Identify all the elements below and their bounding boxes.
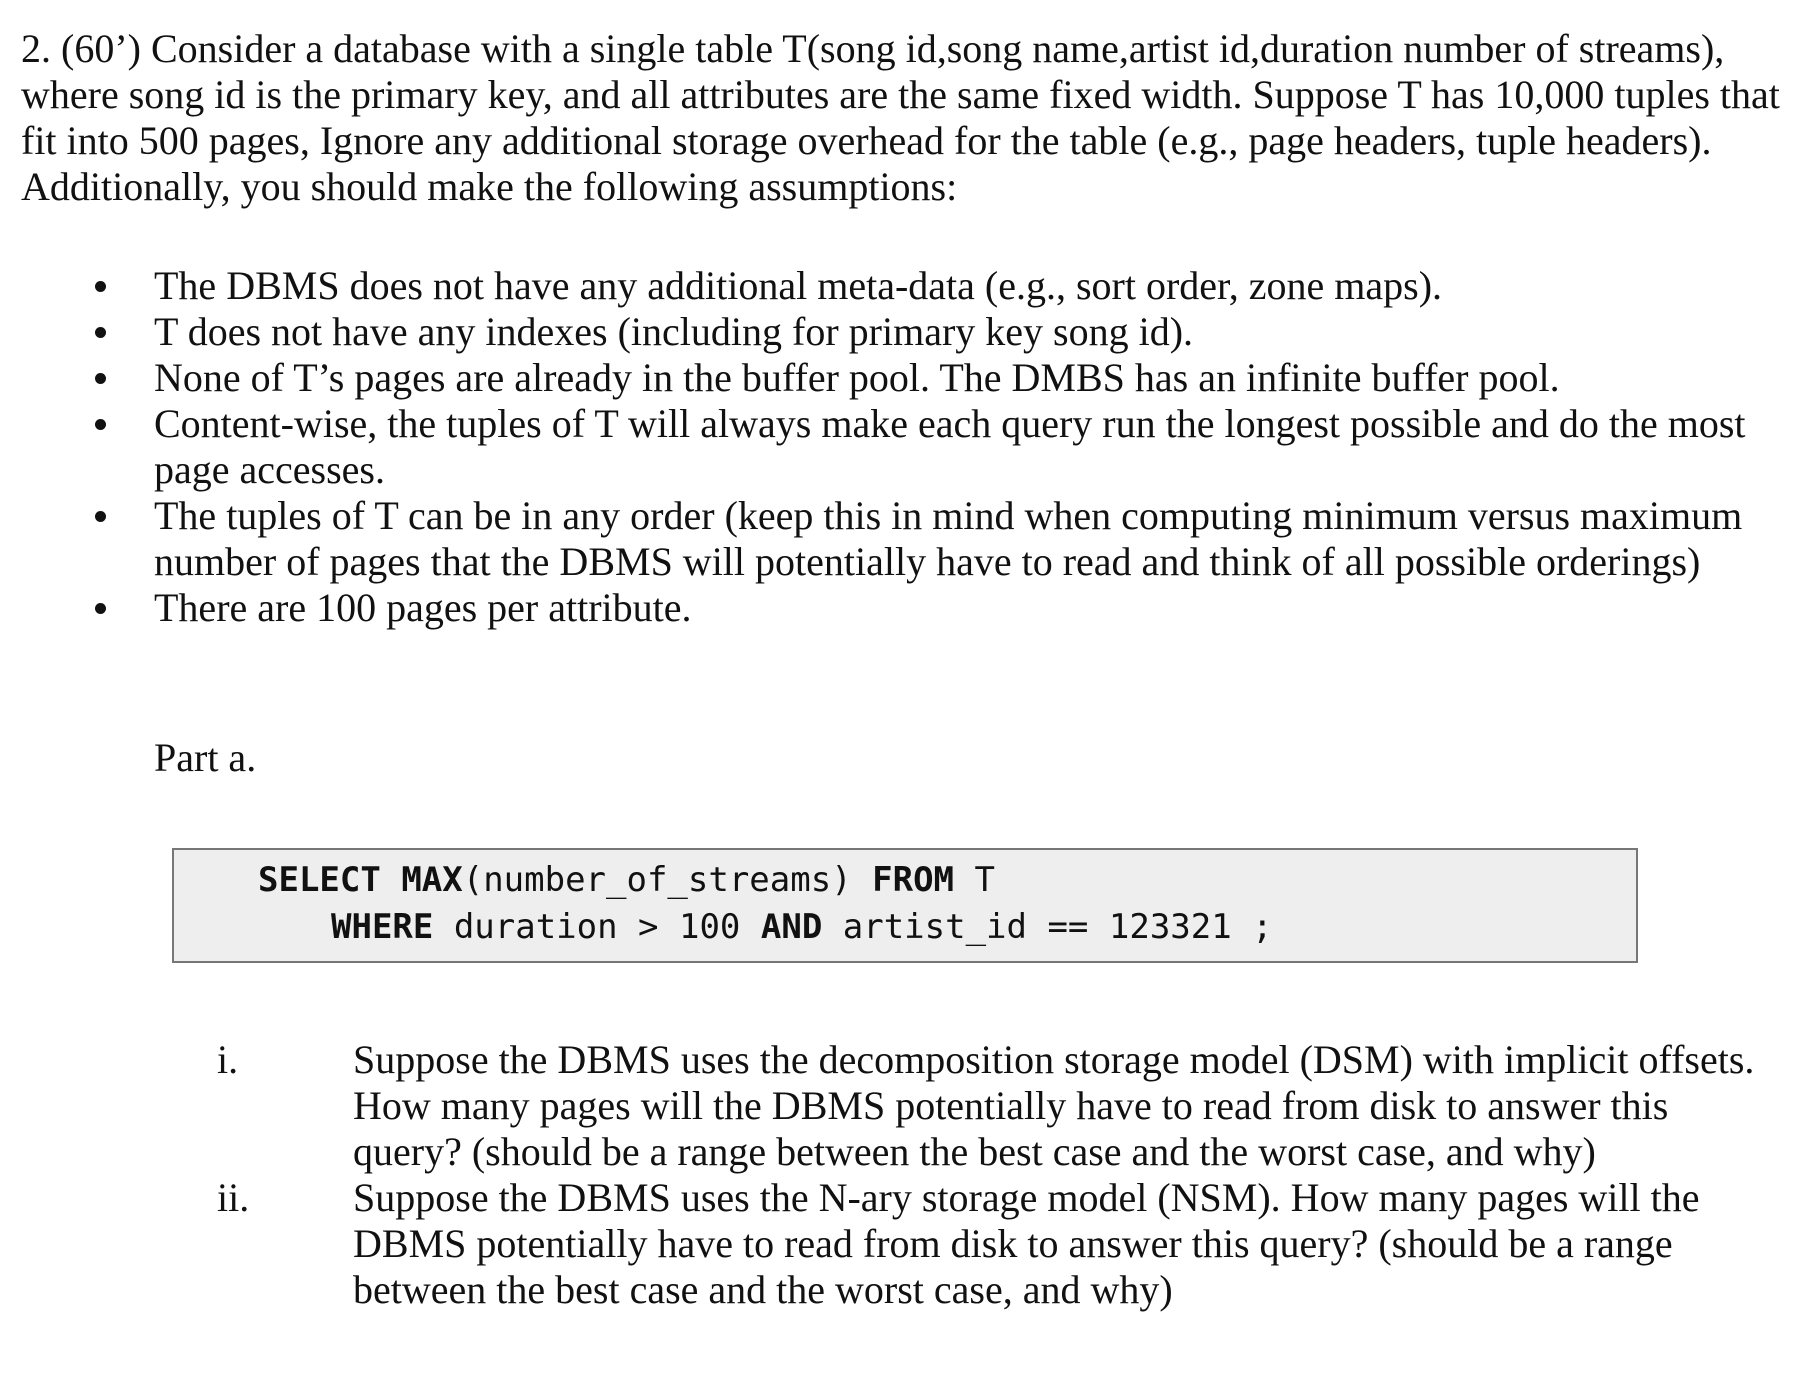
sql-condition-duration: duration > 100 [433, 907, 761, 947]
assumption-item [0, 263, 1804, 309]
assumption-item [0, 355, 1804, 401]
sql-query-box [172, 848, 1638, 963]
subquestion-text: Suppose the DBMS uses the N-ary storage model (NSM). How many pages will the DBMS potentially have to read from disk to answer this query? (should be a range between the best case and the worst case, and why) [353, 1175, 1700, 1312]
sql-line-1 [258, 860, 995, 900]
subquestions-list [0, 1037, 1804, 1313]
subquestion-number: i. [217, 1037, 239, 1082]
sql-keyword-where: WHERE [331, 907, 434, 947]
bullet-icon [95, 281, 106, 292]
assumption-text: T does not have any indexes (including for primary key song id). [154, 309, 1194, 354]
assumption-item [0, 309, 1804, 355]
bullet-icon [95, 511, 106, 522]
question-intro: 2. (60’) Consider a database with a single table T(song id,song name,artist id,duration number of streams), where song id is the primary key, and all attributes are the same fixed width. Suppose T has 10,000 tuples that fit into 500 pages, Ignore any additional storage overhead for the table (e.g., page headers, tuple headers). Additionally, you should make the following assumptions: [21, 26, 1780, 209]
bullet-icon [95, 327, 106, 338]
part-label: Part a. [154, 735, 257, 780]
sql-line-2 [331, 907, 1273, 947]
bullet-icon [95, 373, 106, 384]
assumptions-list [0, 263, 1804, 631]
sql-keyword-and: AND [760, 907, 823, 947]
assumption-item [0, 493, 1804, 585]
assumption-text: The tuples of T can be in any order (keep this in mind when computing minimum versus maximum number of pages that the DBMS will potentially have to read and think of all possible orderings) [154, 493, 1743, 584]
assumption-text: The DBMS does not have any additional meta-data (e.g., sort order, zone maps). [154, 263, 1443, 308]
assumption-item [0, 401, 1804, 493]
subquestion-number: ii. [217, 1175, 250, 1220]
subquestion-text: Suppose the DBMS uses the decomposition storage model (DSM) with implicit offsets. How many pages will the DBMS potentially have to read from disk to answer this query? (should be a range between the best case and the worst case, and why) [353, 1037, 1755, 1174]
sql-max-argument: (number_of_streams) [462, 860, 873, 900]
assumption-text: There are 100 pages per attribute. [154, 585, 692, 630]
sql-keyword-from: FROM [872, 860, 955, 900]
sql-keyword-max: MAX [401, 860, 463, 900]
sql-table-name: T [954, 860, 995, 900]
bullet-icon [95, 603, 106, 614]
assumption-text: None of T’s pages are already in the buffer pool. The DMBS has an infinite buffer pool. [154, 355, 1560, 400]
bullet-icon [95, 419, 106, 430]
assumption-item [0, 585, 1804, 631]
sql-condition-artist: artist_id == 123321 ; [822, 907, 1273, 947]
subquestion-item [0, 1175, 1804, 1313]
assumption-text: Content-wise, the tuples of T will always make each query run the longest possible and do the most page accesses. [154, 401, 1746, 492]
subquestion-item [0, 1037, 1804, 1175]
sql-keyword-select: SELECT [258, 860, 381, 900]
